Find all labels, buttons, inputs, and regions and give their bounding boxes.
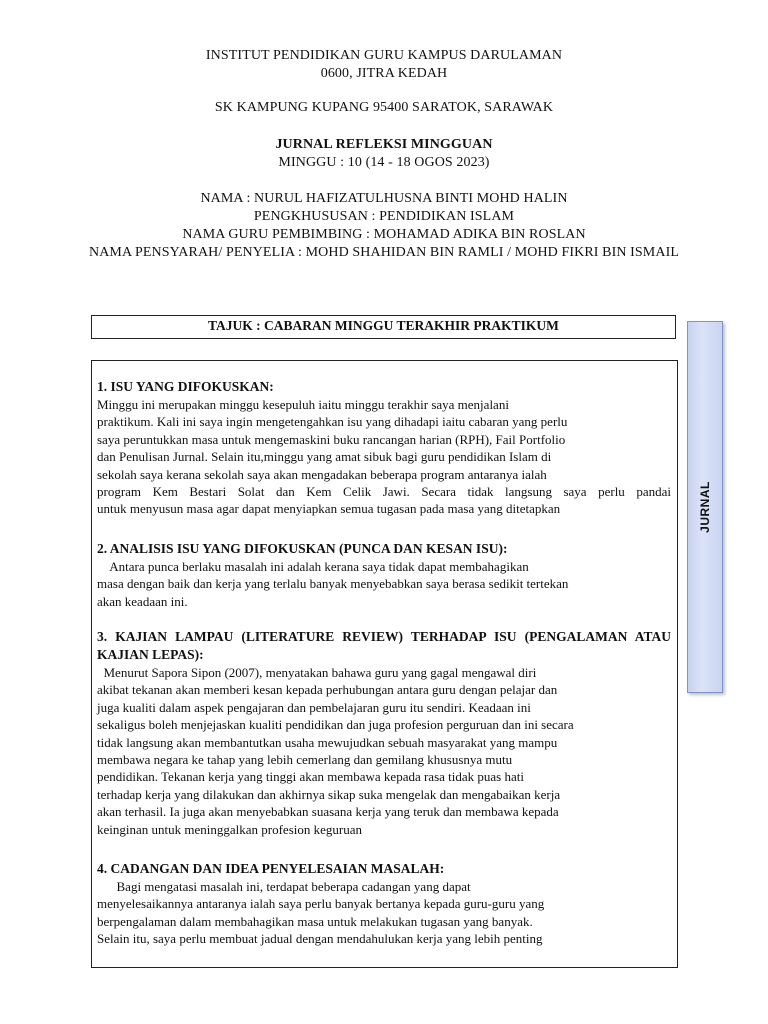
header-info-block [0,190,768,262]
section-line: Minggu ini merupakan minggu kesepuluh iaitu minggu terakhir saya menjalani [97,397,509,412]
specialization: PENGKHUSUSAN : PENDIDIKAN ISLAM [253,209,515,224]
jurnal-side-tab [687,321,723,693]
header-journal-block [0,136,768,172]
section-line: akibat tekanan akan memberi kesan kepada perhubungan antara guru dengan pelajar dan [97,682,558,698]
section-line: membawa negara ke tahap yang lebih cemerlang dan gemilang khususnya mutu [97,752,513,768]
section-heading: 2. ANALISIS ISU YANG DIFOKUSKAN (PUNCA DAN KESAN ISU): [97,541,508,556]
section-line: sekolah saya kerana sekolah saya akan mengadakan beberapa program antaranya ialah [97,466,547,482]
school-name: SK KAMPUNG KUPANG 95400 SARATOK, SARAWAK [214,100,554,115]
institute-address: 0600, JITRA KEDAH [320,66,448,81]
section-line: masa dengan baik dan kerja yang terlalu banyak menyebabkan saya berasa sedikit tertekan [97,576,569,592]
section-heading: 1. ISU YANG DIFOKUSKAN: [97,379,274,394]
section-line: untuk menyusun masa agar dapat menyiapkan semua tugasan pada masa yang ditetapkan [97,501,561,517]
mentor-name: NAMA GURU PEMBIMBING : MOHAMAD ADIKA BIN ROSLAN [182,227,586,242]
section-line: program Kem Bestari Solat dan Kem Celik Jawi. Secara tidak langsung saya perlu pandai [97,484,671,500]
section-line: dan Penulisan Jurnal. Selain itu,minggu yang amat sibuk bagi guru pendidikan Islam di [97,449,552,465]
section-literature-review [97,628,671,838]
header-institute-block [0,47,768,83]
section-line: berpengalaman dalam membahagikan masa untuk melakukan tugasan yang banyak. [97,913,533,929]
tajuk-title: TAJUK : CABARAN MINGGU TERAKHIR PRAKTIKUM [208,318,559,333]
lecturer-name: NAMA PENSYARAH/ PENYELIA : MOHD SHAHIDAN BIN RAMLI / MOHD FIKRI BIN ISMAIL [89,245,679,260]
section-solutions [97,860,671,948]
section-line: pendidikan. Tekanan kerja yang tinggi akan membawa kepada rasa tidak puas hati [97,769,524,785]
section-analysis [97,540,671,610]
section-heading: 3. KAJIAN LAMPAU (LITERATURE REVIEW) TERHADAP ISU (PENGALAMAN ATAU KAJIAN LEPAS): [97,629,671,662]
section-line: menyelesaikannya antaranya ialah saya perlu banyak bertanya kepada guru-guru yang [97,896,545,912]
week-label: MINGGU : 10 (14 - 18 OGOS 2023) [278,155,490,170]
section-line: praktikum. Kali ini saya ingin mengetengahkan isu yang dihadapi iaitu cabaran yang perlu [97,414,568,430]
section-line: sekaligus boleh menjejaskan kualiti pendidikan dan juga profesion perguruan dan ini secara [97,717,574,733]
section-line: terhadap kerja yang dilakukan dan akhirnya sikap suka mengelak dan mengabaikan kerja [97,786,561,802]
tajuk-box [91,315,676,339]
section-line: keinginan untuk meninggalkan profesion keguruan [97,821,362,837]
jurnal-tab-label: JURNAL [698,481,712,533]
section-line: Antara punca berlaku masalah ini adalah kerana saya tidak dapat membahagikan [97,559,529,574]
section-heading: 4. CADANGAN DAN IDEA PENYELESAIAN MASALAH: [97,861,445,876]
section-line: saya peruntukkan masa untuk mengemaskini buku rancangan harian (RPH), Fail Portfolio [97,431,566,447]
header-school-block [0,99,768,117]
student-name: NAMA : NURUL HAFIZATULHUSNA BINTI MOHD HALIN [200,191,568,206]
institute-name: INSTITUT PENDIDIKAN GURU KAMPUS DARULAMAN [205,48,563,63]
section-line: akan terhasil. Ia juga akan menyebabkan suasana kerja yang teruk dan membawa kepada [97,804,559,820]
section-line: Menurut Sapora Sipon (2007), menyatakan bahawa guru yang gagal mengawal diri [97,665,537,680]
section-line: Selain itu, saya perlu membuat jadual dengan mendahulukan kerja yang lebih penting [97,931,543,947]
section-issue [97,378,671,518]
section-line: tidak langsung akan membantutkan usaha mewujudkan sebuah masyarakat yang mampu [97,734,558,750]
section-line: akan keadaan ini. [97,593,188,609]
journal-title: JURNAL REFLEKSI MINGGUAN [275,137,493,152]
section-line: juga kualiti dalam aspek pengajaran dan pembelajaran guru itu sendiri. Keadaan ini [97,699,531,715]
section-line: Bagi mengatasi masalah ini, terdapat beberapa cadangan yang dapat [97,879,471,894]
